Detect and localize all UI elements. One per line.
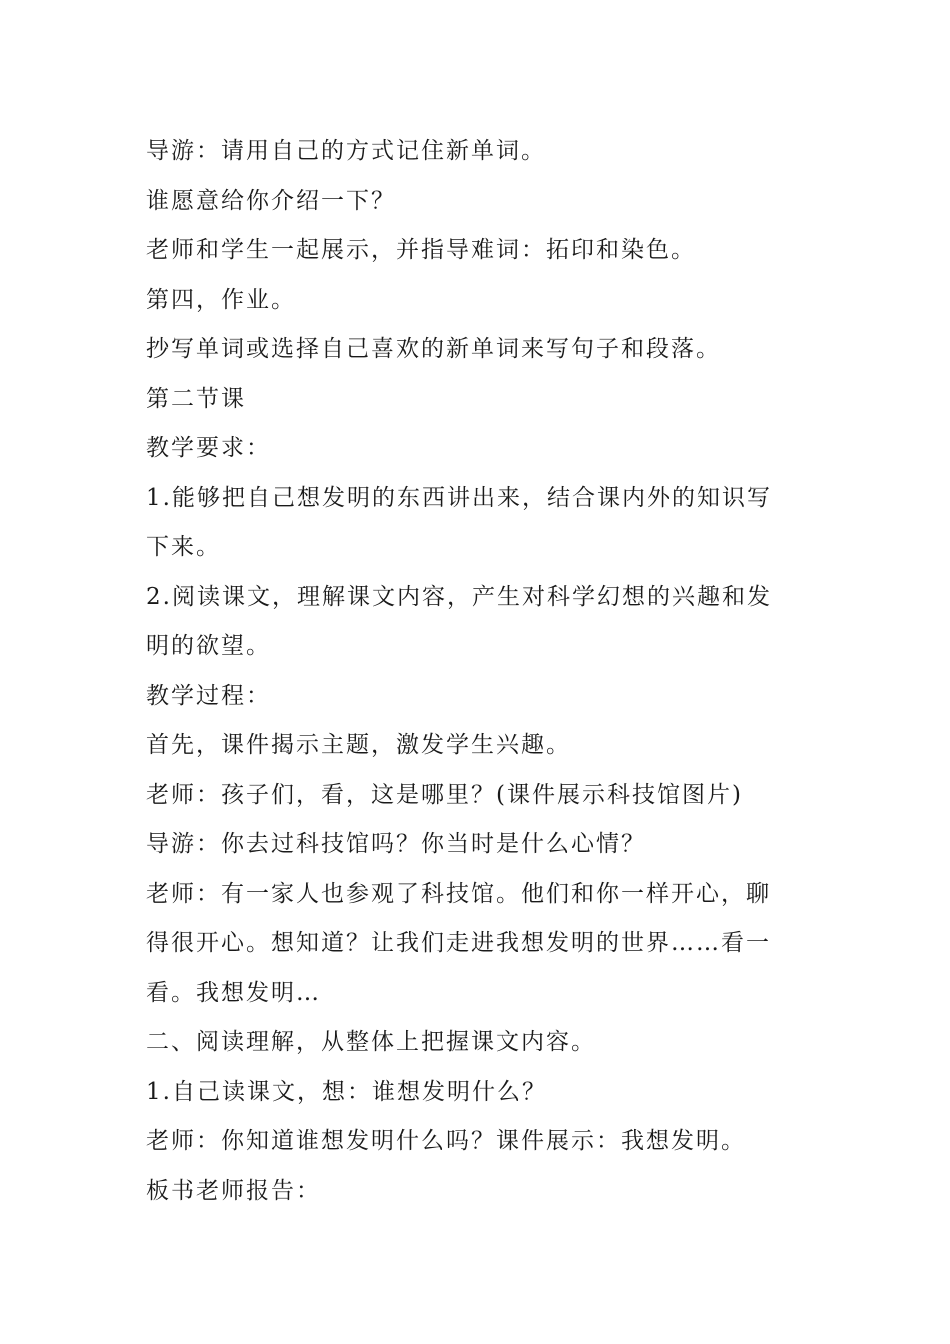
- text-line: 教学过程：: [146, 682, 271, 709]
- text-line: 第四，作业。: [146, 286, 296, 313]
- text-line: 1.自己读课文，想：谁想发明什么？: [146, 1078, 547, 1105]
- text-line: 1.能够把自己想发明的东西讲出来，结合课内外的知识写: [146, 484, 772, 511]
- text-line: 抄写单词或选择自己喜欢的新单词来写句子和段落。: [146, 336, 721, 362]
- text-line: 导游：你去过科技馆吗？你当时是什么心情？: [146, 831, 646, 857]
- text-line: 看。我想发明…: [146, 979, 321, 1006]
- text-line: 二、阅读理解，从整体上把握课文内容。: [146, 1029, 596, 1055]
- text-line: 板书老师报告：: [146, 1177, 321, 1204]
- text-line: 谁愿意给你介绍一下？: [146, 187, 396, 214]
- text-line: 老师：孩子们，看，这是哪里？(课件展示科技馆图片): [146, 781, 743, 808]
- text-line: 得很开心。想知道？让我们走进我想发明的世界……看一: [146, 930, 771, 956]
- document-body: [146, 127, 811, 1216]
- text-line: 老师：有一家人也参观了科技馆。他们和你一样开心，聊: [146, 880, 771, 907]
- text-line: 老师和学生一起展示，并指导难词：拓印和染色。: [146, 237, 696, 263]
- text-line: 明的欲望。: [146, 633, 271, 659]
- text-line: 导游：请用自己的方式记住新单词。: [146, 138, 546, 164]
- section-heading: 第二节课: [146, 385, 246, 412]
- text-line: 2.阅读课文，理解课文内容，产生对科学幻想的兴趣和发: [146, 583, 772, 610]
- text-line: 老师：你知道谁想发明什么吗？课件展示：我想发明。: [146, 1128, 746, 1154]
- text-line: 教学要求：: [146, 435, 271, 461]
- text-line: 首先，课件揭示主题，激发学生兴趣。: [146, 732, 571, 758]
- text-line: 下来。: [146, 534, 221, 560]
